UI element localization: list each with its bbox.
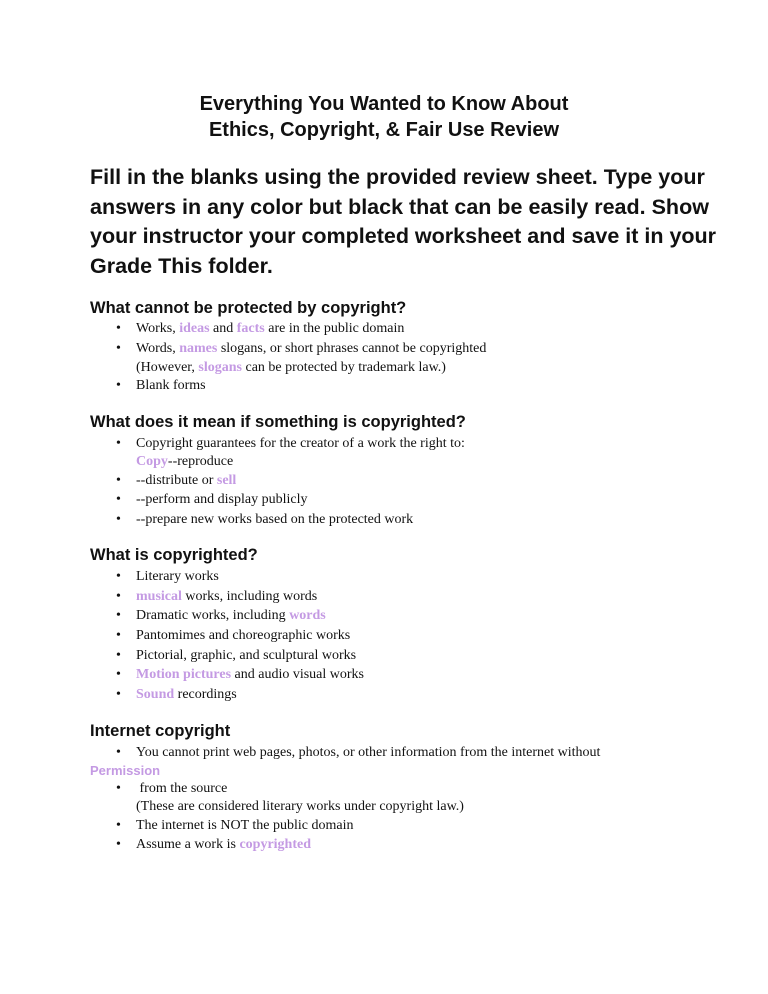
list-item-text: Pictorial, graphic, and sculptural works [136, 648, 357, 663]
title-line-2: Ethics, Copyright, & Fair Use Review [208, 119, 560, 141]
section-heading-meaning: What does it mean if something is copyrighted? [90, 413, 466, 431]
answer-sell: sell [216, 473, 237, 488]
list-item-continuation [0, 797, 768, 817]
answer-names: names [179, 341, 218, 356]
bullet-icon: • [116, 378, 121, 393]
bullet-icon: • [116, 473, 121, 488]
answer-sound: Sound [136, 687, 175, 702]
list-item [0, 816, 768, 836]
answer-slogans: slogans [198, 360, 242, 375]
list-item [0, 471, 768, 491]
list-item-continuation [0, 452, 768, 472]
list-item [0, 665, 768, 685]
list-item [0, 646, 768, 666]
section-heading-what-copyrighted: What is copyrighted? [90, 546, 258, 564]
list-item-text: Assume a work is copyrighted [136, 837, 311, 852]
list-item [0, 339, 768, 359]
list-item-text: Works, ideas and facts are in the public domain [136, 321, 405, 336]
answer-motion-pictures: Motion pictures [136, 667, 232, 682]
bullet-icon: • [116, 628, 121, 643]
bullet-icon: • [116, 837, 121, 852]
title-line-1: Everything You Wanted to Know About [199, 93, 569, 115]
list-item [0, 626, 768, 646]
list-item-text: (These are considered literary works under copyright law.) [136, 799, 464, 814]
bullet-icon: • [116, 321, 121, 336]
list-item [0, 587, 768, 607]
bullet-icon: • [116, 818, 121, 833]
list-item [0, 319, 768, 339]
answer-copy: Copy [136, 454, 168, 469]
bullet-icon: • [116, 667, 121, 682]
list-item-text: musical works, including words [136, 589, 318, 604]
list-item [0, 434, 768, 454]
list-item-text: from the source [136, 781, 228, 796]
bullet-icon: • [116, 492, 121, 507]
list-item-text: Copy--reproduce [136, 454, 234, 469]
list-item [0, 606, 768, 626]
list-item-text: Pantomimes and choreographic works [136, 628, 351, 643]
list-item-text: --perform and display publicly [136, 492, 308, 507]
list-item-text: You cannot print web pages, photos, or other information from the internet without [136, 745, 601, 760]
list-item-text: (However, slogans can be protected by trademark law.) [136, 360, 446, 375]
list-item-text: Motion pictures and audio visual works [136, 667, 364, 682]
bullet-icon: • [116, 589, 121, 604]
bullet-icon: • [116, 687, 121, 702]
bullet-icon: • [116, 608, 121, 623]
bullet-icon: • [116, 745, 121, 760]
bullet-icon: • [116, 648, 121, 663]
bullet-icon: • [116, 781, 121, 796]
list-item [0, 567, 768, 587]
list-item [0, 510, 768, 530]
bullet-icon: • [116, 569, 121, 584]
list-item-text: Dramatic works, including words [136, 608, 326, 623]
answer-musical: musical [136, 589, 182, 604]
answer-permission: Permission [90, 763, 161, 778]
list-item-text: --distribute or sell [136, 473, 237, 488]
list-item [0, 743, 768, 763]
list-item-continuation [0, 358, 768, 378]
bullet-icon: • [116, 512, 121, 527]
answer-ideas: ideas [179, 321, 210, 336]
list-item [0, 376, 768, 396]
list-item-text: The internet is NOT the public domain [136, 818, 354, 833]
list-item-text: Copyright guarantees for the creator of a work the right to: [136, 436, 465, 451]
answer-facts: facts [236, 321, 265, 336]
section-heading-internet: Internet copyright [90, 722, 231, 740]
bullet-icon: • [116, 436, 121, 451]
list-item-text: Literary works [136, 569, 219, 584]
list-item [0, 490, 768, 510]
list-item [0, 835, 768, 855]
list-item-text: Blank forms [136, 378, 206, 393]
answer-copyrighted: copyrighted [239, 837, 311, 852]
list-item [0, 685, 768, 705]
list-item-continuation [0, 761, 768, 781]
list-item-text: --prepare new works based on the protected work [136, 512, 414, 527]
section-heading-not-protected: What cannot be protected by copyright? [90, 299, 407, 317]
bullet-icon: • [116, 341, 121, 356]
list-item [0, 779, 768, 799]
instructions-paragraph: Fill in the blanks using the provided review sheet. Type your answers in any color but black that can be easily read. Show your instructor your completed worksheet and save it in your Grade This folder. [90, 165, 717, 278]
list-item-text: Sound recordings [136, 687, 237, 702]
list-item-text: Words, names slogans, or short phrases cannot be copyrighted [136, 341, 487, 356]
answer-words: words [289, 608, 326, 623]
